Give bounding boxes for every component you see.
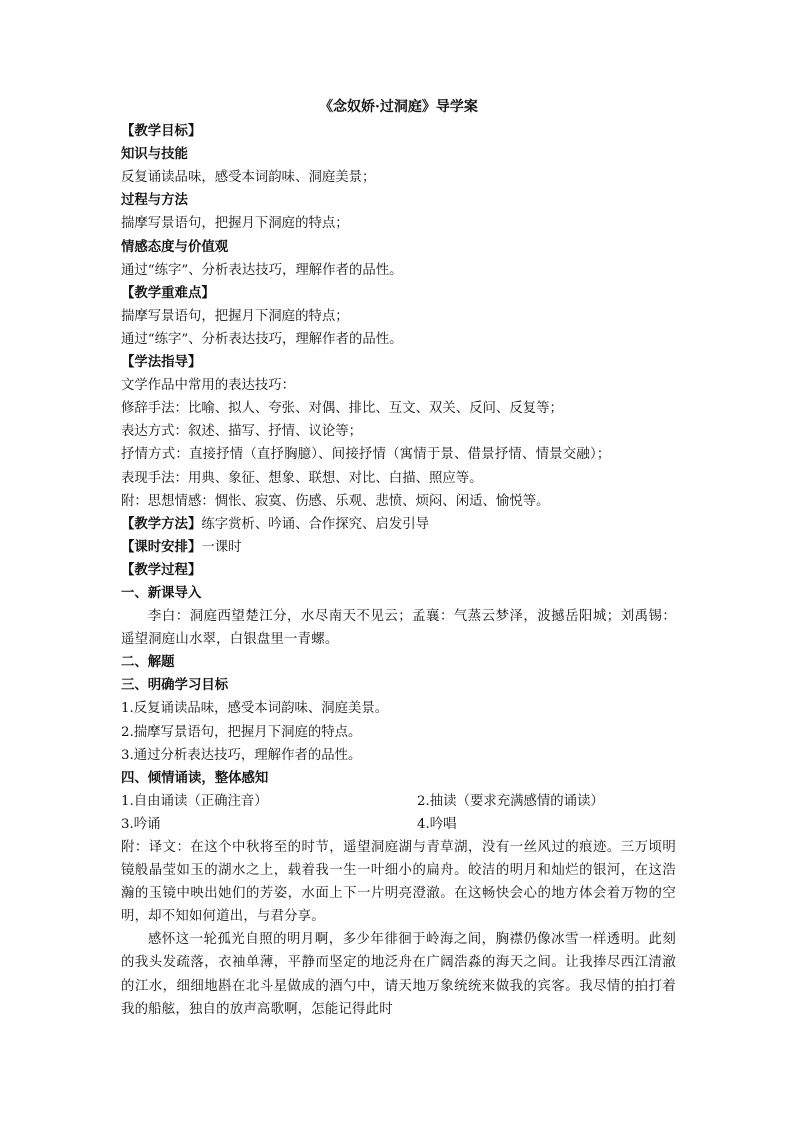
part3-heading: 三、明确学习目标 (121, 677, 229, 694)
document-page (121, 96, 676, 1021)
part2-heading: 二、解题 (121, 654, 175, 671)
study-intro: 文学作品中常用的表达技巧： (121, 378, 296, 394)
technique-line: 表现手法：用典、象征、想象、联想、对比、白描、照应等。 (121, 470, 483, 486)
reading-row-2 (121, 813, 676, 836)
rhetoric-line: 修辞手法：比喻、拟人、夸张、对偶、排比、互文、双关、反问、反复等； (121, 401, 563, 417)
schedule-row (121, 536, 676, 559)
process-main-heading: 【教学过程】 (121, 561, 202, 578)
document-title: 《念奴娇·过洞庭》导学案 (319, 99, 478, 115)
reading-row-1 (121, 790, 676, 813)
goal-item-1: 1.反复诵读品味，感受本词韵味、洞庭美景。 (121, 701, 389, 717)
method-heading: 【教学方法】 (121, 515, 202, 532)
part1-heading: 一、新课导入 (121, 584, 202, 601)
schedule-heading: 【课时安排】 (121, 538, 202, 555)
emotion-heading: 情感态度与价值观 (121, 238, 229, 255)
goals-heading: 【教学目标】 (121, 123, 202, 140)
keypoints-line-1: 揣摩写景语句，把握月下洞庭的特点； (121, 308, 349, 324)
reading-item-3: 3.吟诵 (121, 816, 161, 832)
translation-paragraph-1: 附：译文：在这个中秋将至的时节，遥望洞庭湖与青草湖，没有一丝风过的痕迹。三万顷明镜般晶莹如玉的湖水之上，载着我一生一叶细小的扁舟。皎洁的明月和灿烂的银河，在这浩瀚的玉镜中映出她们的芳姿，水面上下一片明亮澄澈。在这畅快会心的地方体会着万物的空明，却不知如何道出，与君分享。 (121, 840, 676, 925)
part4-heading: 四、倾情诵读，整体感知 (121, 769, 269, 786)
reading-item-2: 2.抽读（要求充满感情的诵读） (417, 793, 604, 809)
lyric-line: 抒情方式：直接抒情（直抒胸臆）、间接抒情（寓情于景、借景抒情、情景交融）； (121, 447, 611, 463)
schedule-text: 一课时 (201, 539, 242, 555)
sentiment-line: 附：思想情感：惆怅、寂寞、伤感、乐观、悲愤、烦闷、闲适、愉悦等。 (121, 493, 550, 509)
part1-text: 李白：洞庭西望楚江分，水尽南天不见云；孟襄：气蒸云梦泽，波撼岳阳城；刘禹锡：遥望洞庭山水翠，白银盘里一青螺。 (121, 609, 676, 648)
reading-item-4: 4.吟唱 (417, 816, 457, 832)
knowledge-text: 反复诵读品味，感受本词韵味、洞庭美景； (121, 170, 376, 186)
translation-paragraph-2: 感怀这一轮孤光自照的明月啊，多少年徘徊于岭海之间，胸襟仍像冰雪一样透明。此刻的我头发疏落，衣袖单薄，平静而坚定的地泛舟在广阔浩淼的海天之间。让我捧尽西江清澈的江水，细细地斟在北斗星做成的酒勺中，请天地万象统统来做我的宾客。我尽情的拍打着我的船舷，独自的放声高歌啊，怎能记得此时 (121, 932, 676, 1017)
keypoints-line-2: 通过“练字”、分析表达技巧，理解作者的品性。 (121, 331, 403, 347)
method-text: 练字赏析、吟诵、合作探究、启发引导 (201, 516, 429, 532)
knowledge-heading: 知识与技能 (121, 146, 188, 163)
process-heading: 过程与方法 (121, 192, 188, 209)
goal-item-2: 2.揣摩写景语句，把握月下洞庭的特点。 (121, 724, 362, 740)
study-heading: 【学法指导】 (121, 354, 202, 371)
expression-line: 表达方式：叙述、描写、抒情、议论等； (121, 424, 363, 440)
process-text: 揣摩写景语句，把握月下洞庭的特点； (121, 216, 349, 232)
method-row (121, 513, 676, 536)
reading-item-1: 1.自由诵读（正确注音） (121, 793, 268, 809)
emotion-text: 通过“练字”、分析表达技巧，理解作者的品性。 (121, 262, 403, 278)
keypoints-heading: 【教学重难点】 (121, 284, 215, 301)
goal-item-3: 3.通过分析表达技巧，理解作者的品性。 (121, 747, 362, 763)
